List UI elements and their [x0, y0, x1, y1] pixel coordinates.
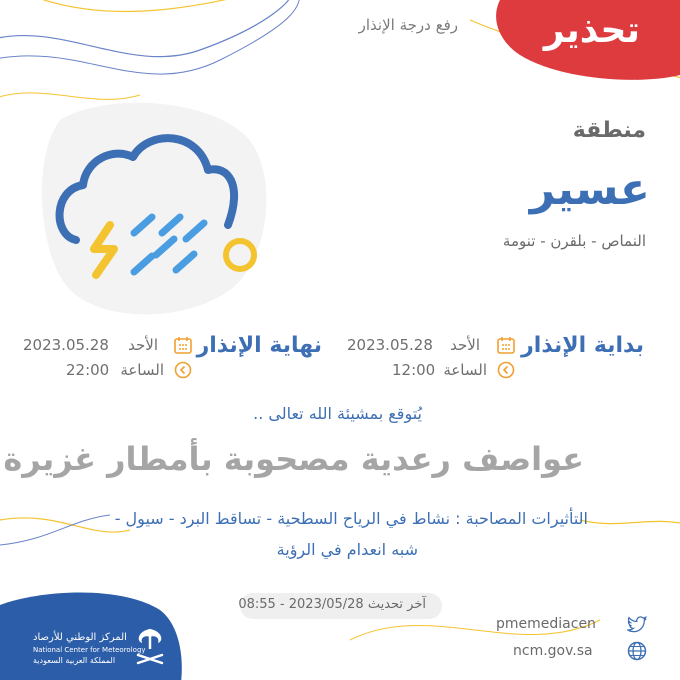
- region-name: عسير: [529, 164, 650, 215]
- clock-icon: [497, 361, 515, 379]
- storm-cloud-icon: [48, 125, 268, 285]
- website-link[interactable]: ncm.gov.sa: [513, 643, 593, 659]
- twitter-icon[interactable]: [627, 616, 647, 634]
- warning-badge: تحذير: [543, 10, 640, 51]
- alert-end-time-label: الساعة: [120, 361, 164, 379]
- forecast-effects: التأثيرات المصاحبة : نشاط في الرياح السطحية - تساقط البرد - سيول -: [114, 509, 588, 528]
- region-cities: النماص - بلقرن - تنومة: [502, 232, 646, 250]
- alert-end-date: 2023.05.28: [23, 336, 109, 354]
- globe-icon[interactable]: [627, 641, 647, 661]
- raise-level-label: رفع درجة الإنذار: [358, 16, 458, 34]
- alert-end-day: الأحد: [128, 336, 158, 354]
- ncm-name-arabic: المركز الوطني للأرصاد: [33, 632, 127, 643]
- last-update-text: آخر تحديث 2023/05/28 - 08:55: [238, 597, 426, 612]
- forecast-headline: عواصف رعدية مصحوبة بأمطار غزيرة: [3, 440, 584, 478]
- alert-start-title: بداية الإنذار: [521, 333, 644, 358]
- alert-end-time: 22:00: [66, 361, 110, 379]
- ncm-country-arabic: المملكة العربية السعودية: [33, 656, 116, 665]
- alert-start-time-label: الساعة: [443, 361, 487, 379]
- calendar-icon: [496, 335, 516, 355]
- alert-start-time: 12:00: [392, 361, 436, 379]
- ncm-name-english: National Center for Meteorology: [33, 646, 146, 654]
- alert-end-title: نهاية الإنذار: [196, 333, 322, 358]
- forecast-intro: يُتوقع بمشيئة الله تعالى ..: [253, 404, 422, 423]
- region-label: منطقة: [572, 118, 646, 143]
- last-update-pill: [240, 593, 442, 619]
- twitter-handle[interactable]: pmemediacen: [496, 616, 596, 632]
- alert-start-date: 2023.05.28: [347, 336, 433, 354]
- alert-start-day: الأحد: [450, 336, 480, 354]
- clock-icon: [174, 361, 192, 379]
- forecast-effects-continued: شبه انعدام في الرؤية: [276, 540, 418, 559]
- calendar-icon: [173, 335, 193, 355]
